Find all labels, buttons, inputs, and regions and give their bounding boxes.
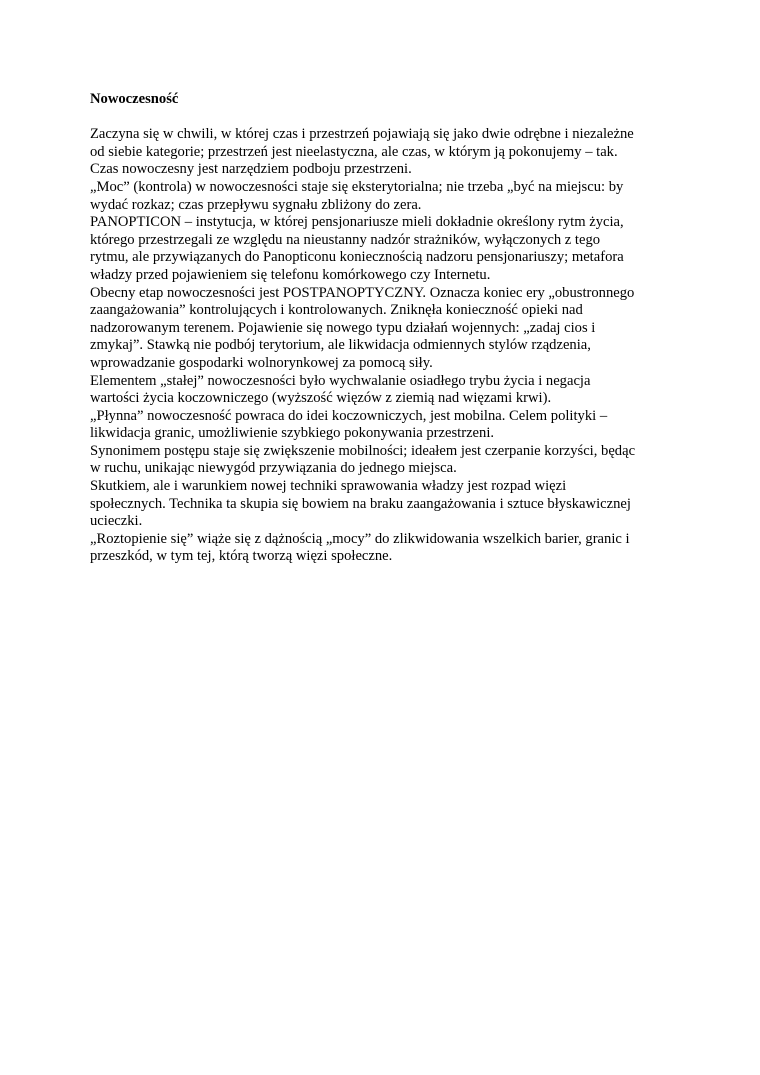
text-line: „Płynna” nowoczesność powraca do idei koczowniczych, jest mobilna. Celem polityki – (90, 407, 608, 424)
text-line: PANOPTICON – instytucja, w której pensjonariusze mieli dokładnie określony rytm życia, (90, 214, 624, 231)
text-line: społecznych. Technika ta skupia się bowiem na braku zaangażowania i sztuce błyskawicznej (90, 495, 631, 512)
text-line: władzy przed pojawieniem się telefonu komórkowego czy Internetu. (90, 266, 491, 283)
text-line: wartości życia koczowniczego (wyższość więzów z ziemią nad więzami krwi). (90, 390, 552, 407)
text-line: ucieczki. (90, 513, 143, 530)
text-line: likwidacja granic, umożliwienie szybkiego pokonywania przestrzeni. (90, 425, 495, 442)
paragraph (90, 179, 690, 214)
paragraph (90, 443, 690, 478)
document-title: Nowoczesność (90, 91, 179, 107)
paragraph (90, 214, 690, 284)
text-line: zmykaj”. Stawką nie podbój terytorium, ale likwidacja odmiennych stylów rządzenia, (90, 337, 591, 354)
text-line: którego przestrzegali ze względu na nieustanny nadzór strażników, wyłączonych z tego (90, 231, 601, 248)
paragraph (90, 478, 690, 531)
paragraph (90, 373, 690, 408)
text-line: Skutkiem, ale i warunkiem nowej techniki sprawowania władzy jest rozpad więzi (90, 478, 567, 495)
text-line: nadzorowanym terenem. Pojawienie się nowego typu działań wojennych: „zadaj cios i (90, 319, 596, 336)
text-line: Obecny etap nowoczesności jest POSTPANOPTYCZNY. Oznacza koniec ery „obustronnego (90, 284, 635, 301)
text-line: Czas nowoczesny jest narzędziem podboju przestrzeni. (90, 161, 412, 178)
paragraph (90, 285, 690, 373)
paragraph (90, 531, 690, 566)
text-line: zaangażowania” kontrolujących i kontrolowanych. Zniknęła konieczność opieki nad (90, 302, 583, 319)
text-line: „Roztopienie się” wiąże się z dążnością „mocy” do zlikwidowania wszelkich barier, granic i (90, 530, 630, 547)
text-line: od siebie kategorie; przestrzeń jest nieelastyczna, ale czas, w którym ją pokonujemy – tak. (90, 143, 618, 160)
paragraph (90, 126, 690, 179)
text-line: Elementem „stałej” nowoczesności było wychwalanie osiadłego trybu życia i negacja (90, 372, 591, 389)
text-line: Synonimem postępu staje się zwiększenie mobilności; ideałem jest czerpanie korzyści, będąc (90, 442, 636, 459)
paragraph (90, 408, 690, 443)
text-line: wprowadzanie gospodarki wolnorynkowej za pomocą siły. (90, 354, 433, 371)
text-line: Zaczyna się w chwili, w której czas i przestrzeń pojawiają się jako dwie odrębne i niezależne (90, 126, 634, 143)
text-line: w ruchu, unikając niewygód przywiązania do jednego miejsca. (90, 460, 457, 477)
text-line: wydać rozkaz; czas przepływu sygnału zbliżony do zera. (90, 196, 422, 213)
text-line: rytmu, ale przywiązanych do Panopticonu koniecznością nadzoru pensjonariuszy; metafora (90, 249, 624, 266)
text-line: przeszkód, w tym tej, którą tworzą więzi społeczne. (90, 548, 393, 565)
document-body (90, 91, 690, 566)
text-line: „Moc” (kontrola) w nowoczesności staje się eksterytorialna; nie trzeba „być na miejscu: by (90, 178, 624, 195)
